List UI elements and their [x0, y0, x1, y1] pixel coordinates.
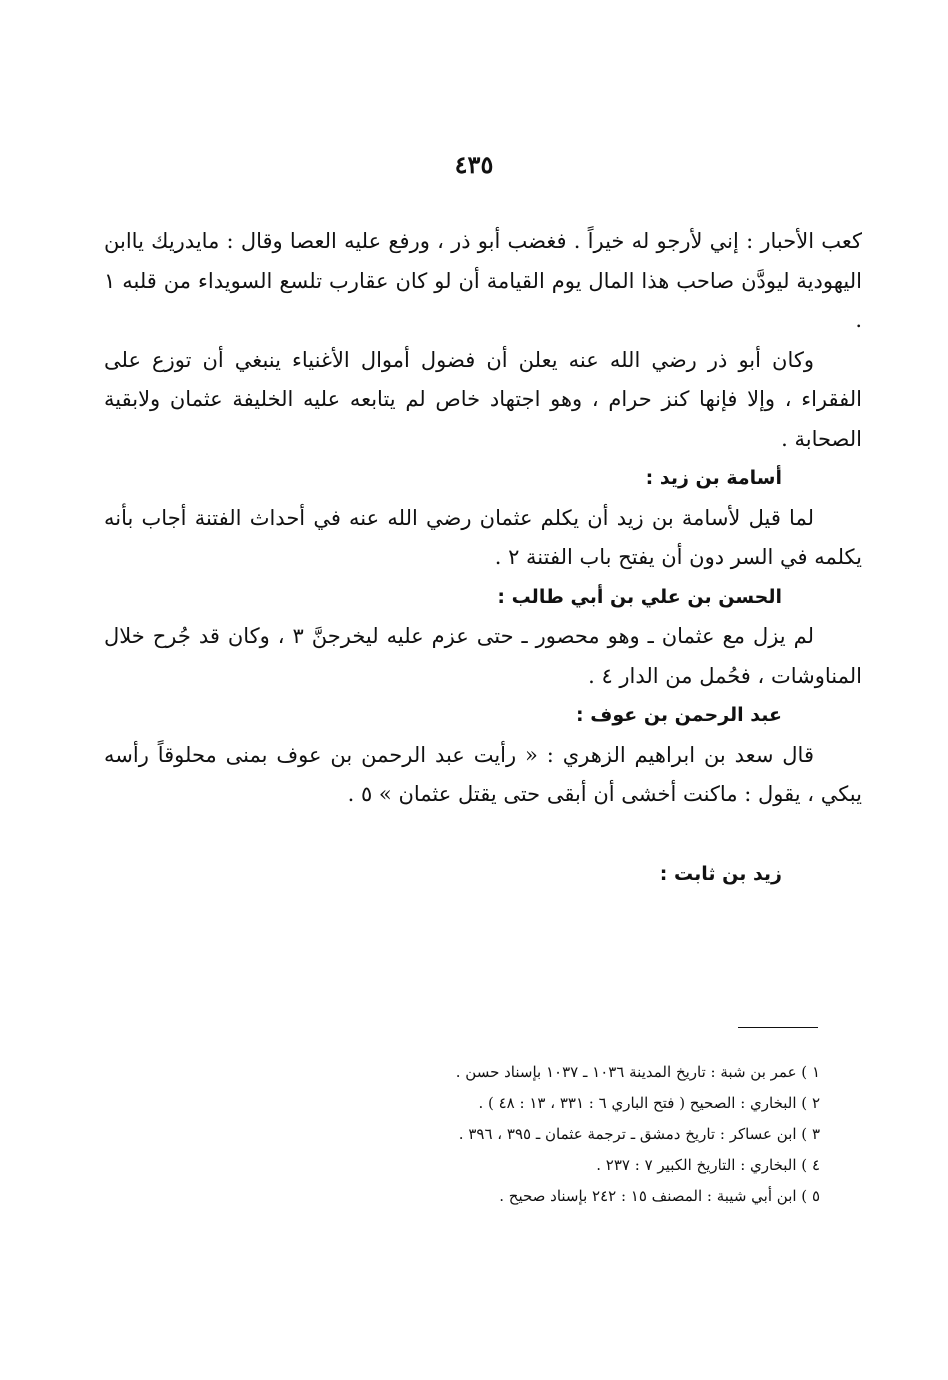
- footnote-2: ٢ ) البخاري : الصحيح ( فتح الباري ٦ : ٣٣١ ، ١٣ : ٤٨ ) .: [478, 1094, 820, 1112]
- paragraph: وكان أبو ذر رضي الله عنه يعلن أن فضول أموال الأغنياء ينبغي أن توزع على الفقراء ، وإلا فإنها كنز حرام ، وهو اجتهاد خاص لم يتابعه عليه الخليفة عثمان ولابقية الصحابة .: [104, 347, 862, 451]
- footnote-3: ٣ ) ابن عساكر : تاريخ دمشق ـ ترجمة عثمان ـ ٣٩٥ ، ٣٩٦ .: [458, 1125, 820, 1143]
- footnote-4: ٤ ) البخاري : التاريخ الكبير ٧ : ٢٣٧ .: [596, 1156, 820, 1174]
- footnote-1: ١ ) عمر بن شبة : تاريخ المدينة ١٠٣٦ ـ ١٠٣٧ بإسناد حسن .: [455, 1063, 820, 1081]
- paragraph: قال سعد بن ابراهيم الزهري : « رأيت عبد الرحمن بن عوف بمنى محلوقاً رأسه يبكي ، يقول : ماكنت أخشى أن أبقى حتى يقتل عثمان » ٥ .: [104, 742, 862, 806]
- section-heading-usama: أسامة بن زيد :: [645, 467, 782, 489]
- paragraph: لم يزل مع عثمان ـ وهو محصور ـ حتى عزم عليه ليخرجنَّ ٣ ، وكان قد جُرح خلال المناوشات ، فحُمل من الدار ٤ .: [104, 624, 862, 688]
- section-heading-hasan: الحسن بن علي بن أبي طالب :: [497, 585, 782, 608]
- section-heading-abdulrahman: عبد الرحمن بن عوف :: [576, 704, 782, 726]
- paragraph: كعب الأحبار : إني لأرجو له خيراً . فغضب أبو ذر ، ورفع عليه العصا وقال : مايدريك ياابن اليهودية ليودَّن صاحب هذا المال يوم القيامة أن لو كان عقارب تلسع السويداء من قلبه ١ .: [104, 229, 862, 332]
- page-number: ٤٣٥: [454, 150, 494, 179]
- main-text: [104, 222, 862, 894]
- footnote-divider: [738, 1027, 818, 1028]
- paragraph: لما قيل لأسامة بن زيد أن يكلم عثمان رضي الله عنه في أحداث الفتنة أجاب بأنه يكلمه في السر دون أن يفتح باب الفتنة ٢ .: [104, 505, 862, 569]
- section-heading-zaid: زيد بن ثابت :: [659, 862, 782, 885]
- footnotes: [120, 1057, 820, 1212]
- footnote-5: ٥ ) ابن أبي شيبة : المصنف ١٥ : ٢٤٢ بإسناد صحيح .: [499, 1187, 820, 1205]
